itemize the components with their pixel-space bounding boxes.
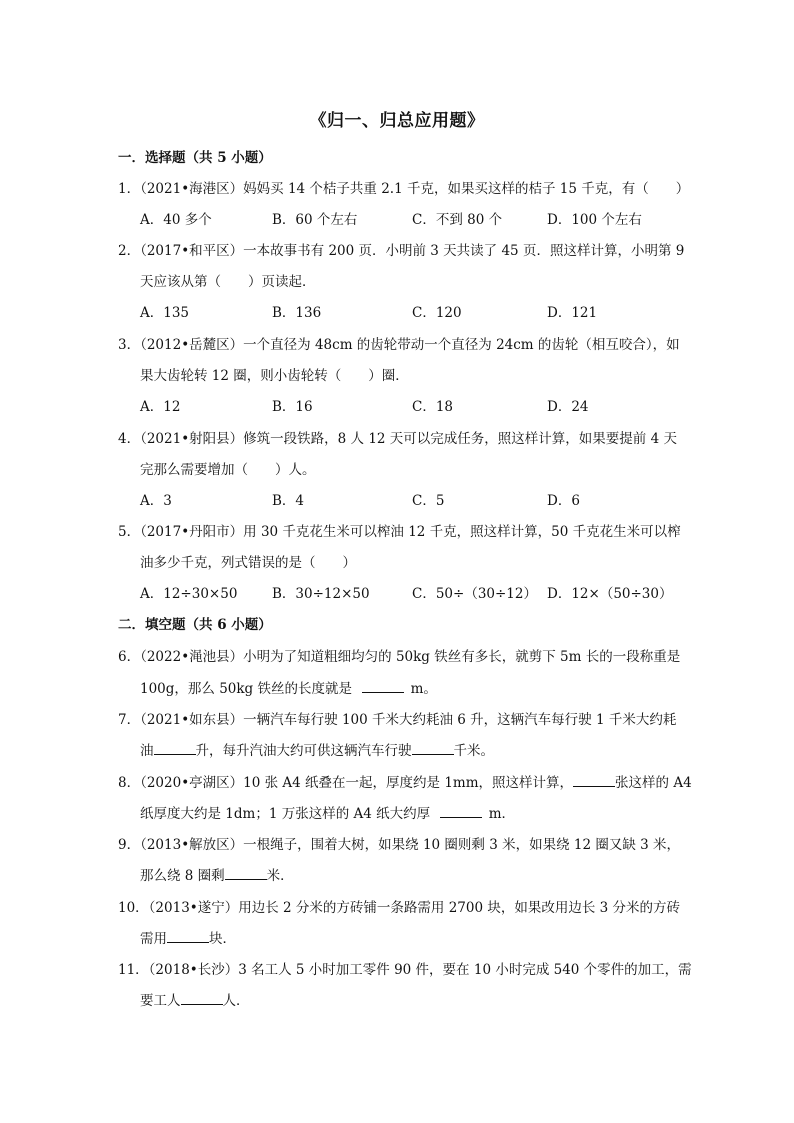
section-heading-fill: 二．填空题（共 6 小题） [118, 617, 272, 633]
q9-text-a: 那么绕 8 圈剩 [140, 868, 225, 884]
question-9-stem: 9．（2013•解放区）一根绳子，围着大树，如果绕 10 圈则剩 3 米，如果绕 12 圈又缺 3 米， [118, 837, 681, 853]
question-9-stem-cont [140, 864, 294, 884]
page-title: 《归一、归总应用题》 [309, 111, 485, 131]
q1-option-a[interactable]: A．40 多个 [140, 212, 212, 228]
question-11-stem: 11．（2018•长沙）3 名工人 5 小时加工零件 90 件，要在 10 小时完成 540 个零件的加工，需 [118, 962, 692, 978]
question-3-options [140, 395, 700, 413]
question-3-stem: 3．（2012•岳麓区）一个直径为 48cm 的齿轮带动一个直径为 24cm 的齿轮（相互咬合），如 [118, 337, 680, 353]
question-10-stem-cont [140, 927, 236, 947]
question-5-stem: 5．（2017•丹阳市）用 30 千克花生米可以榨油 12 千克，照这样计算，50 千克花生米可以榨 [118, 524, 681, 540]
q10-text-b: 块． [209, 931, 236, 947]
q8-text-c: 纸厚度大约是 1dm；1 万张这样的 A4 纸大约厚 [140, 806, 431, 822]
question-5-stem-cont: 油多少千克，列式错误的是（ ） [140, 555, 356, 571]
q8-text-d: m． [488, 806, 516, 822]
question-5-options [140, 582, 700, 600]
question-3-stem-cont: 果大齿轮转 12 圈，则小齿轮转（ ）圈． [140, 368, 409, 384]
question-1-stem: 1．（2021•海港区）妈妈买 14 个桔子共重 2.1 千克，如果买这样的桔子 15 千克，有（ ） [118, 181, 690, 197]
q7-text-b: 升，每升汽油大约可供这辆汽车行驶 [195, 743, 412, 759]
question-6-stem: 6．（2022•渑池县）小明为了知道粗细均匀的 50kg 铁丝有多长，就剪下 5m 长的一段称重是 [118, 649, 681, 665]
q7-text-a: 油 [140, 743, 154, 759]
q2-option-a[interactable]: A．135 [140, 305, 190, 321]
q5-option-d[interactable]: D．12×（50÷30） [547, 586, 673, 602]
q4-option-c[interactable]: C．5 [412, 493, 445, 509]
q4-option-a[interactable]: A．3 [140, 493, 172, 509]
q11-answer-blank[interactable] [181, 992, 223, 1005]
q3-option-b[interactable]: B．16 [272, 399, 313, 415]
question-4-options [140, 489, 700, 507]
q7-answer-blank-1[interactable] [154, 742, 196, 755]
question-11-stem-cont [140, 989, 250, 1009]
question-8-stem-cont [140, 802, 515, 822]
q3-option-a[interactable]: A．12 [140, 399, 181, 415]
q7-answer-blank-2[interactable] [412, 742, 454, 755]
question-2-stem: 2．（2017•和平区）一本故事书有 200 页．小明前 3 天共读了 45 页．照这样计算，小明第 9 [118, 243, 685, 259]
question-1-options [140, 208, 700, 226]
q1-option-b[interactable]: B．60 个左右 [272, 212, 358, 228]
q10-answer-blank[interactable] [167, 930, 209, 943]
q5-option-c[interactable]: C．50÷（30÷12） [412, 586, 537, 602]
question-6-stem-cont [140, 677, 437, 697]
q9-text-b: 米． [266, 868, 294, 884]
q4-option-b[interactable]: B．4 [272, 493, 305, 509]
q8-answer-blank-1[interactable] [573, 774, 615, 787]
q2-option-b[interactable]: B．136 [272, 305, 322, 321]
q2-option-d[interactable]: D．121 [547, 305, 598, 321]
q2-option-c[interactable]: C．120 [412, 305, 462, 321]
q6-text-b: m。 [410, 681, 437, 697]
q7-text-c: 千米。 [453, 743, 494, 759]
q11-text-a: 要工人 [140, 993, 181, 1009]
q1-option-c[interactable]: C．不到 80 个 [412, 212, 503, 228]
q1-option-d[interactable]: D．100 个左右 [547, 212, 642, 228]
q11-text-b: 人． [222, 993, 250, 1009]
question-4-stem-cont: 完那么需要增加（ ）人。 [140, 462, 316, 478]
question-10-stem: 10．（2013•遂宁）用边长 2 分米的方砖铺一条路需用 2700 块，如果改用边长 3 分米的方砖 [118, 900, 681, 916]
q10-text-a: 需用 [140, 931, 167, 947]
q5-option-a[interactable]: A．12÷30×50 [140, 586, 238, 602]
q6-answer-blank[interactable] [362, 680, 404, 693]
q4-option-d[interactable]: D．6 [547, 493, 580, 509]
q3-option-d[interactable]: D．24 [547, 399, 589, 415]
q8-text-b: 张这样的 A4 [615, 775, 692, 791]
question-7-stem-cont [140, 739, 494, 759]
q9-answer-blank[interactable] [225, 867, 267, 880]
question-2-stem-cont: 天应该从第（ ）页读起． [140, 274, 316, 290]
q6-text-a: 100g，那么 50kg 铁丝的长度就是 [140, 681, 352, 697]
q8-text-a: 8．（2020•亭湖区）10 张 A4 纸叠在一起，厚度约是 1mm，照这样计算， [118, 775, 574, 791]
question-7-stem: 7．（2021•如东县）一辆汽车每行驶 100 千米大约耗油 6 升，这辆汽车每行驶 1 千米大约耗 [118, 712, 677, 728]
question-4-stem: 4．（2021•射阳县）修筑一段铁路，8 人 12 天可以完成任务，照这样计算，如果要提前 4 天 [118, 431, 677, 447]
question-2-options [140, 301, 700, 319]
q5-option-b[interactable]: B．30÷12×50 [272, 586, 370, 602]
section-heading-choice: 一．选择题（共 5 小题） [118, 150, 272, 166]
q8-answer-blank-2[interactable] [440, 805, 482, 818]
q3-option-c[interactable]: C．18 [412, 399, 454, 415]
question-8-stem [118, 771, 692, 791]
